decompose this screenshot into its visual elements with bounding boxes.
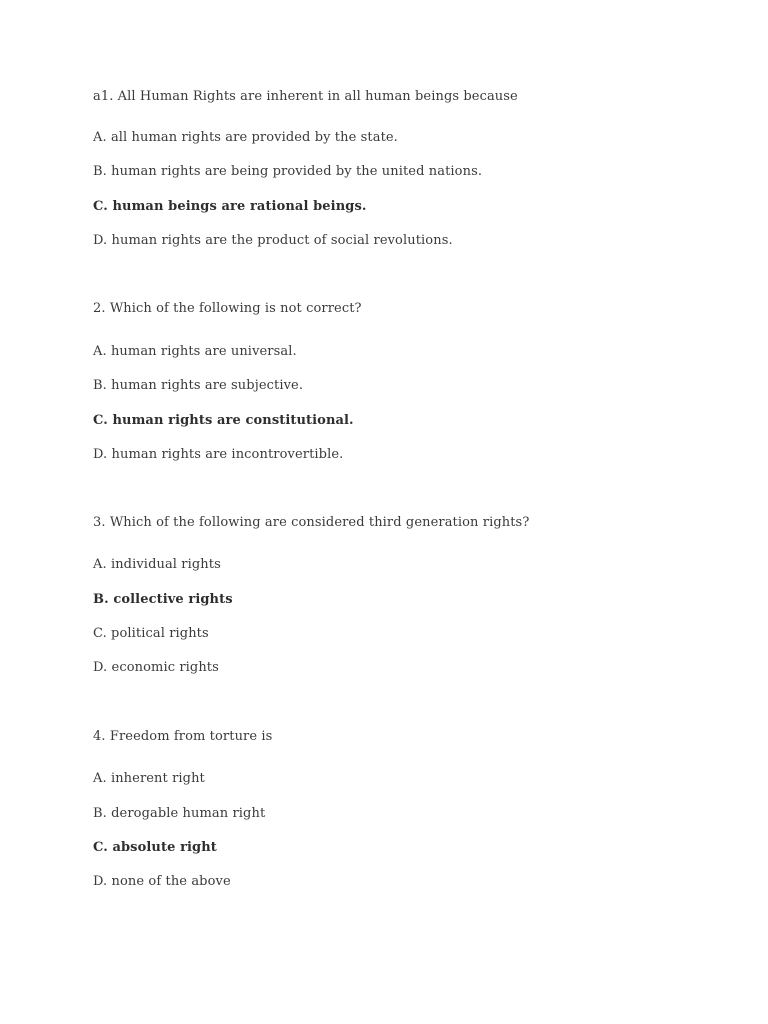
question-4-option-a: A. inherent right <box>93 771 205 786</box>
question-2-option-c-answer: C. human rights are constitutional. <box>93 413 354 428</box>
question-1-option-b: B. human rights are being provided by the united nations. <box>93 164 483 179</box>
question-3-option-a: A. individual rights <box>93 557 221 572</box>
question-4-option-b: B. derogable human right <box>93 806 266 821</box>
question-1-option-d: D. human rights are the product of social revolutions. <box>93 233 453 248</box>
question-3-option-b-answer: B. collective rights <box>93 592 233 607</box>
question-1-text: a1. All Human Rights are inherent in all human beings because <box>93 89 518 104</box>
question-2-option-a: A. human rights are universal. <box>93 344 297 359</box>
question-4-text: 4. Freedom from torture is <box>93 729 273 744</box>
question-3-option-d: D. economic rights <box>93 660 219 675</box>
question-1-option-c-answer: C. human beings are rational beings. <box>93 199 367 214</box>
question-1-option-a: A. all human rights are provided by the state. <box>93 130 398 145</box>
question-4-option-d: D. none of the above <box>93 874 231 889</box>
question-3-text: 3. Which of the following are considered third generation rights? <box>93 515 530 530</box>
question-2-option-b: B. human rights are subjective. <box>93 378 304 393</box>
question-2-text: 2. Which of the following is not correct? <box>93 301 362 316</box>
question-4-option-c-answer: C. absolute right <box>93 840 217 855</box>
question-3-option-c: C. political rights <box>93 626 209 641</box>
question-2-option-d: D. human rights are incontrovertible. <box>93 447 344 462</box>
